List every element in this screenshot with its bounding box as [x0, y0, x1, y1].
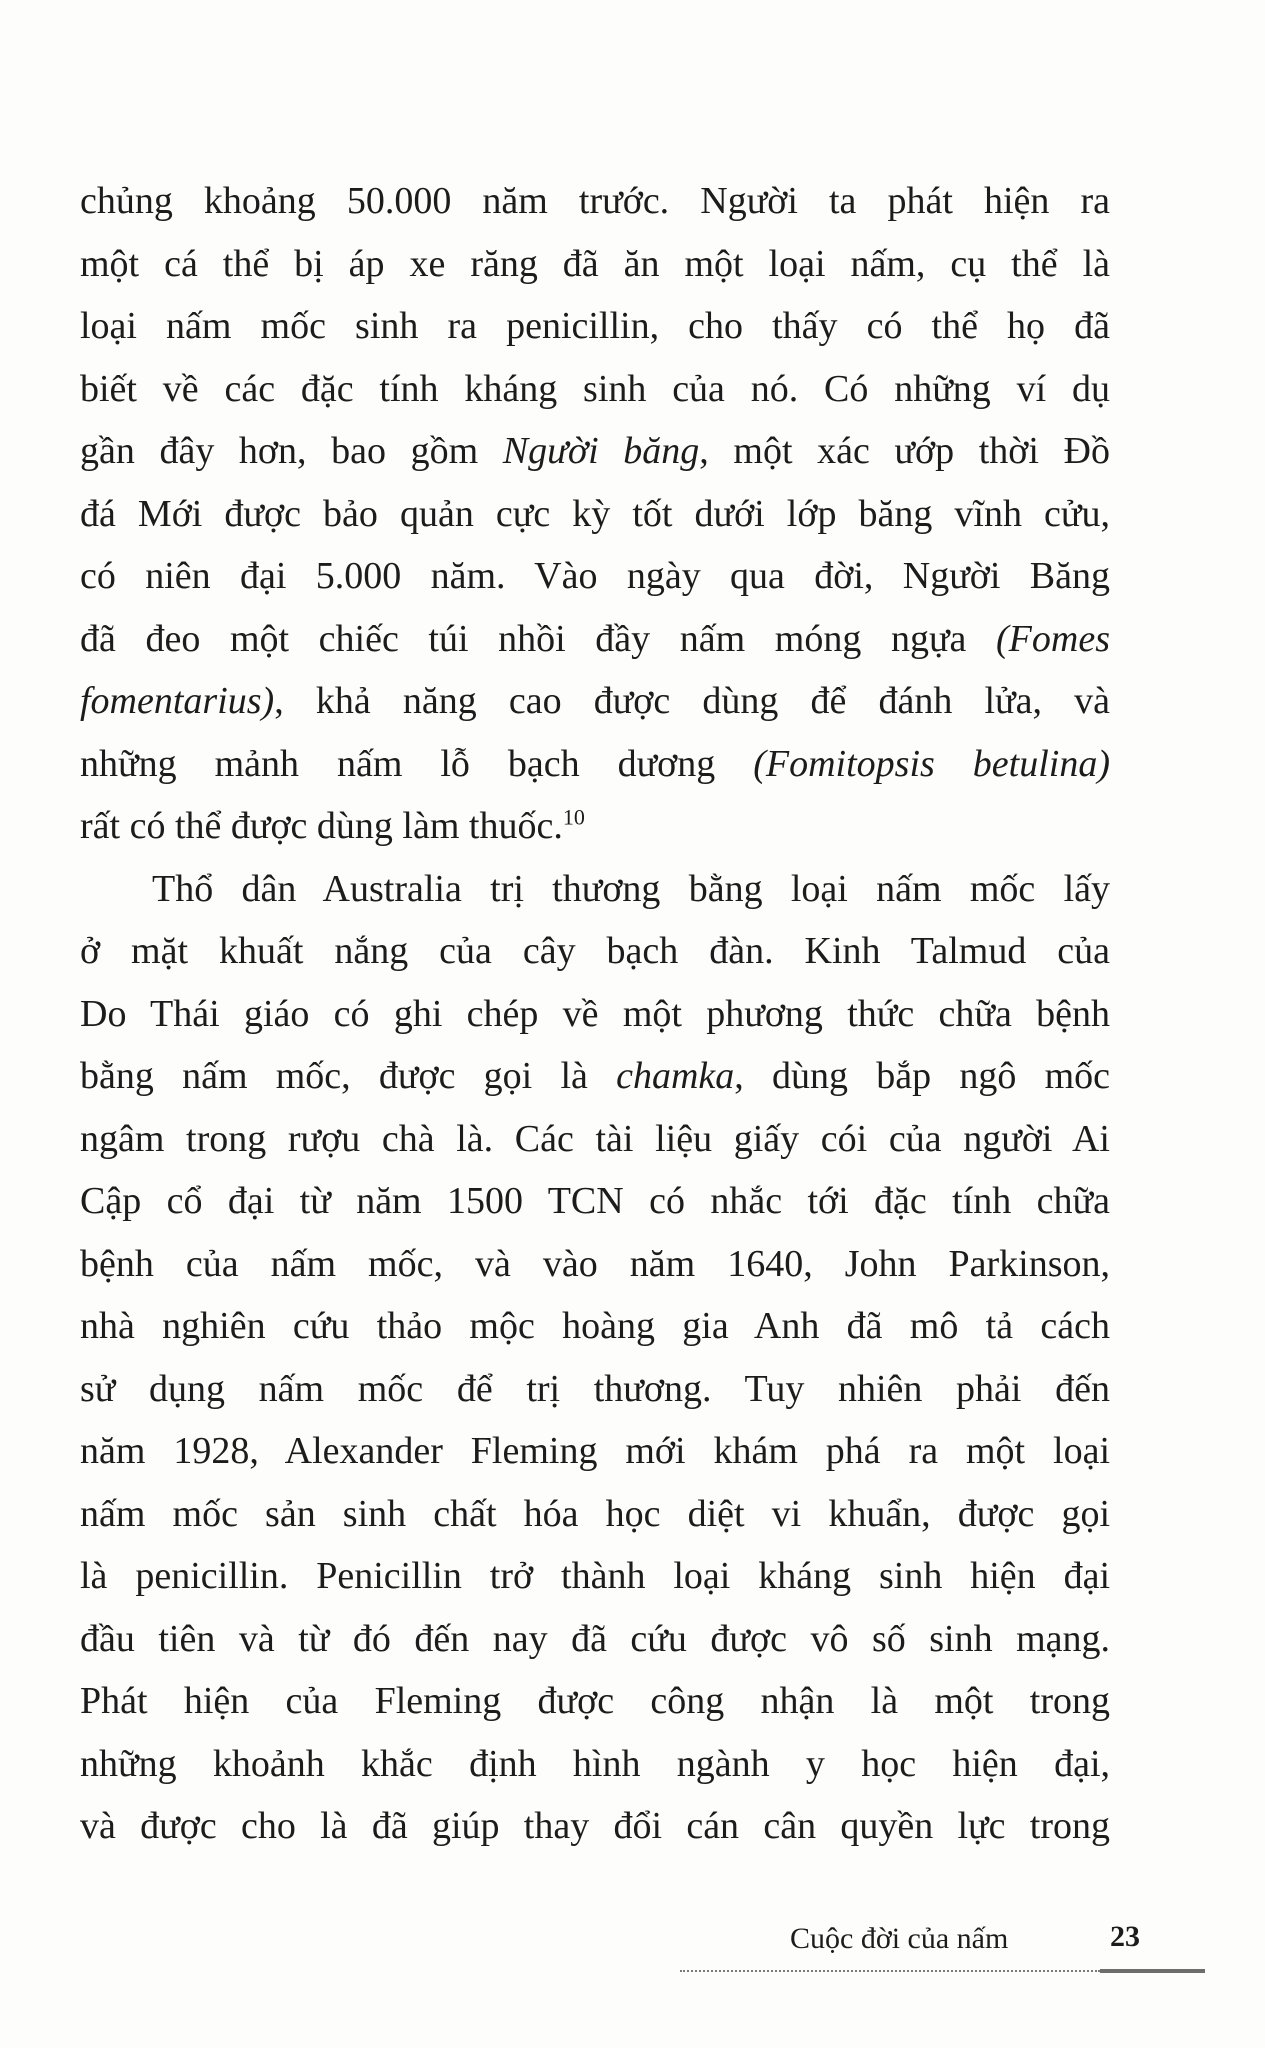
text-segment: Cập cổ đại từ năm 1500 TCN có nhắc tới đặc tính chữa — [80, 1180, 1110, 1222]
text-line — [80, 920, 1110, 983]
text-line — [80, 983, 1110, 1046]
text-segment: fomentarius) — [80, 680, 275, 722]
text-line — [80, 1358, 1110, 1421]
paragraph — [80, 170, 1110, 858]
text-segment: Do Thái giáo có ghi chép về một phương thức chữa bệnh — [80, 992, 1110, 1035]
text-line — [80, 358, 1110, 421]
text-segment: là penicillin. Penicillin trở thành loại kháng sinh hiện đại — [80, 1555, 1110, 1597]
text-segment: năm 1928, Alexander Fleming mới khám phá ra một loại — [80, 1430, 1110, 1472]
text-line — [80, 1295, 1110, 1358]
text-segment: nhà nghiên cứu thảo mộc hoàng gia Anh đã mô tả cách — [80, 1305, 1110, 1347]
text-line — [80, 608, 1110, 671]
page-number: 23 — [1110, 1920, 1140, 1953]
text-line — [80, 545, 1110, 608]
text-line — [80, 1608, 1110, 1671]
text-segment: , khả năng cao được dùng để đánh lửa, và — [274, 680, 1110, 722]
text-segment: Người băng — [502, 430, 700, 472]
text-line — [80, 1233, 1110, 1296]
text-segment: nấm mốc sản sinh chất hóa học diệt vi khuẩn, được gọi — [80, 1492, 1110, 1535]
paragraph — [80, 858, 1110, 1858]
text-segment: những mảnh nấm lỗ bạch dương — [80, 742, 754, 785]
text-line — [80, 1045, 1110, 1108]
text-line — [80, 483, 1110, 546]
text-line — [80, 1545, 1110, 1608]
text-segment: chủng khoảng 50.000 năm trước. Người ta phát hiện ra — [80, 180, 1110, 222]
body-text — [80, 170, 1110, 1858]
text-line — [80, 795, 1110, 858]
text-line — [80, 1420, 1110, 1483]
text-segment: rất có thể được dùng làm thuốc. — [80, 805, 563, 847]
text-segment: những khoảnh khắc định hình ngành y học hiện đại, — [80, 1742, 1110, 1785]
text-segment: có niên đại 5.000 năm. Vào ngày qua đời, Người Băng — [80, 555, 1110, 597]
text-segment: gần đây hơn, bao gồm — [80, 430, 503, 472]
text-segment: đầu tiên và từ đó đến nay đã cứu được vô số sinh mạng. — [80, 1617, 1110, 1660]
text-line — [80, 170, 1110, 233]
text-segment: ở mặt khuất nắng của cây bạch đàn. Kinh Talmud của — [80, 930, 1110, 972]
text-line — [80, 1670, 1110, 1733]
text-line — [80, 858, 1110, 921]
text-segment: Phát hiện của Fleming được công nhận là một trong — [80, 1680, 1110, 1722]
text-line — [80, 1795, 1110, 1858]
text-line — [80, 295, 1110, 358]
running-title: Cuộc đời của nấm — [790, 1922, 1009, 1955]
text-segment: (Fomitopsis betulina) — [753, 742, 1110, 785]
text-segment: đá Mới được bảo quản cực kỳ tốt dưới lớp băng vĩnh cửu, — [80, 492, 1110, 535]
text-line — [80, 1108, 1110, 1171]
text-line — [80, 1170, 1110, 1233]
text-segment: , dùng bắp ngô mốc — [734, 1055, 1110, 1097]
text-line — [80, 1483, 1110, 1546]
text-segment: bệnh của nấm mốc, và vào năm 1640, John Parkinson, — [80, 1242, 1110, 1285]
text-line — [80, 1733, 1110, 1796]
text-segment: đã đeo một chiếc túi nhồi đầy nấm móng ngựa — [80, 617, 997, 660]
text-segment: ngâm trong rượu chà là. Các tài liệu giấy cói của người Ai — [80, 1117, 1110, 1160]
footer-dotted-rule — [680, 1970, 1100, 1972]
footnote-ref: 10 — [562, 804, 585, 830]
footer-solid-rule — [1100, 1969, 1205, 1973]
text-segment: chamka — [616, 1055, 735, 1097]
text-segment: , một xác ướp thời Đồ — [699, 430, 1110, 472]
text-line — [80, 233, 1110, 296]
text-segment: bằng nấm mốc, được gọi là — [80, 1055, 617, 1097]
page-footer — [680, 1922, 1210, 1982]
text-segment: (Fomes — [996, 617, 1110, 660]
text-segment: và được cho là đã giúp thay đổi cán cân quyền lực trong — [80, 1805, 1110, 1847]
text-segment: Thổ dân Australia trị thương bằng loại nấm mốc lấy — [152, 867, 1110, 910]
text-line — [80, 420, 1110, 483]
text-segment: loại nấm mốc sinh ra penicillin, cho thấy có thể họ đã — [80, 305, 1110, 347]
text-line — [80, 733, 1110, 796]
text-segment: một cá thể bị áp xe răng đã ăn một loại nấm, cụ thể là — [80, 242, 1110, 285]
text-line — [80, 670, 1110, 733]
text-segment: sử dụng nấm mốc để trị thương. Tuy nhiên phải đến — [80, 1367, 1110, 1410]
text-segment: biết về các đặc tính kháng sinh của nó. Có những ví dụ — [80, 367, 1110, 410]
